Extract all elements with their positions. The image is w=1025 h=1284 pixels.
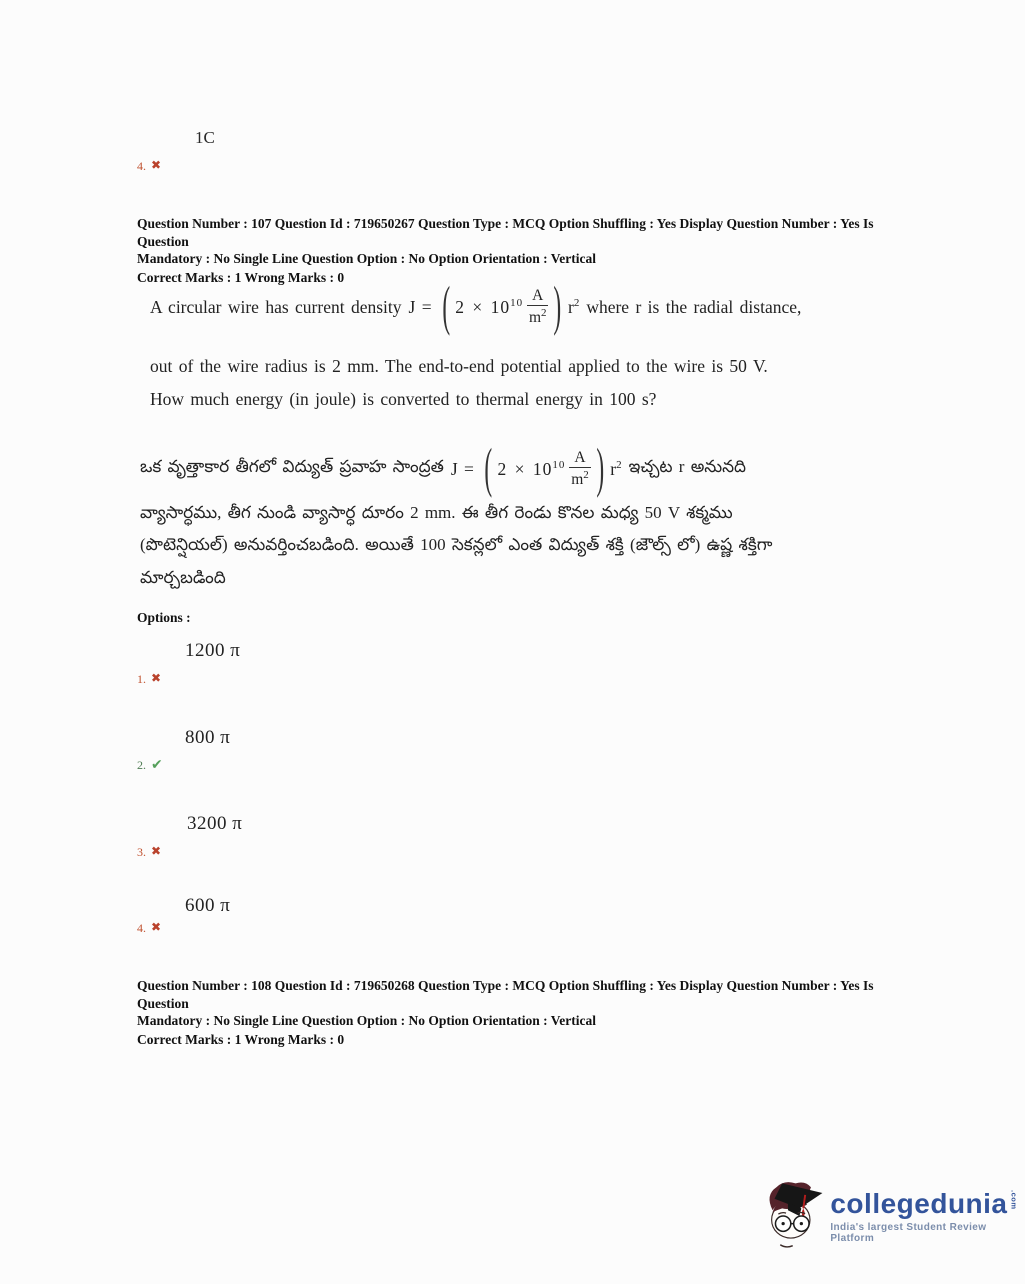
formula-coefficient: $2 \times 10^{10}$	[455, 296, 524, 317]
option-4-value: 600 π	[185, 895, 231, 916]
exponent: 2	[541, 307, 547, 320]
question-107-telugu-line2: వ్యాసార్ధము, తీగ నుండి వ్యాసార్ధ దూరం 2 mm. ఈ తీగ రెండు కొనల మధ్య 50 V శక్మము	[140, 503, 733, 522]
formula-lhs: J =	[408, 296, 432, 317]
units-fraction	[527, 287, 548, 328]
exponent: 10	[552, 458, 566, 471]
exponent: 2	[583, 469, 589, 482]
metadata-marks-line: Correct Marks : 1 Wrong Marks : 0	[137, 269, 345, 285]
collegedunia-logo	[763, 1176, 1025, 1256]
exponent: 2	[573, 296, 580, 309]
units-fraction	[569, 449, 590, 490]
option-number: 2.	[137, 758, 146, 772]
open-paren: (	[484, 437, 493, 499]
exponent: 2	[616, 458, 622, 471]
metadata-line: Mandatory : No Single Line Question Option : No Option Orientation : Vertical	[137, 251, 597, 266]
question-107-english-line3: How much energy (in joule) is converted to thermal energy in 100 s?	[150, 389, 657, 409]
formula-variable: $r^2$	[568, 296, 580, 317]
current-density-formula-telugu	[450, 437, 622, 499]
fraction-numerator: A	[527, 287, 548, 307]
option-2-value: 800 π	[185, 727, 231, 748]
fraction-numerator: A	[569, 449, 590, 469]
option-number: 4.	[137, 921, 146, 935]
option-4-marker	[137, 921, 161, 936]
cross-icon: ✖	[151, 844, 162, 858]
metadata-line: Question Number : 108 Question Id : 719650268 Question Type : MCQ Option Shuffling : Yes Display Question Number : Yes Is Question	[137, 978, 874, 1011]
close-paren: )	[596, 437, 604, 499]
question-text-tail: where r is the radial distance,	[586, 296, 802, 317]
option-3-value: 3200 π	[187, 813, 243, 834]
question-108-metadata	[137, 977, 927, 1048]
open-paren: (	[442, 275, 450, 337]
mascot-icon	[763, 1176, 824, 1256]
brand-suffix: .com	[1009, 1190, 1019, 1210]
telugu-text-tail: ఇచ్చట r అనునది	[628, 457, 747, 476]
cross-icon: ✖	[151, 671, 162, 685]
question-text-lead: A circular wire has current density	[150, 296, 402, 317]
check-icon: ✔	[151, 757, 163, 773]
option-2-marker	[137, 758, 163, 773]
option-3-marker	[137, 845, 161, 860]
options-label: Options :	[137, 610, 191, 625]
logo-text	[830, 1176, 1025, 1244]
formula-variable: $r^2$	[610, 458, 622, 479]
previous-question-option-text: 1C	[195, 128, 215, 147]
fraction-denominator: $m^2$	[528, 307, 547, 327]
brand-name: collegedunia	[830, 1188, 1008, 1219]
question-107-english-line1	[150, 272, 801, 342]
formula-coefficient: $2 \times 10^{10}$	[497, 458, 566, 479]
option-number: 3.	[137, 845, 146, 859]
option-number: 4.	[137, 159, 146, 173]
close-paren: )	[553, 275, 562, 337]
cross-icon: ✖	[151, 920, 162, 934]
question-107-english-line2: out of the wire radius is 2 mm. The end-to-end potential applied to the wire is 50 V.	[150, 356, 768, 376]
metadata-line: Mandatory : No Single Line Question Option : No Option Orientation : Vertical	[137, 1013, 597, 1028]
option-1-marker	[137, 672, 161, 687]
metadata-line: Question Number : 107 Question Id : 719650267 Question Type : MCQ Option Shuffling : Yes Display Question Number : Yes Is Question	[137, 216, 874, 249]
fraction-denominator: $m^2$	[571, 469, 589, 489]
question-107-telugu-line3: (పొటెన్షియల్) అనువర్తించబడింది. అయితే 100 సెకన్లలో ఎంత విద్యుత్ శక్తి (జౌల్స్ లో) ఉష్ణ శక్తిగా	[140, 535, 773, 554]
question-107-telugu-line4: మార్చబడింది	[140, 568, 226, 587]
exponent: 10	[510, 296, 524, 309]
option-number: 1.	[137, 672, 146, 686]
current-density-formula	[408, 275, 580, 337]
option-1-value: 1200 π	[185, 640, 241, 661]
formula-lhs: J =	[450, 458, 474, 479]
previous-question-option-marker	[137, 159, 161, 174]
telugu-text-lead: ఒక వృత్తాకార తీగలో విద్యుత్ ప్రవాహ సాంద్రత	[140, 457, 444, 476]
metadata-marks-line: Correct Marks : 1 Wrong Marks : 0	[137, 1031, 345, 1047]
cross-icon: ✖	[151, 158, 162, 172]
brand-tagline: India's largest Student Review Platform	[830, 1222, 987, 1244]
question-107-telugu-line1	[140, 437, 746, 501]
